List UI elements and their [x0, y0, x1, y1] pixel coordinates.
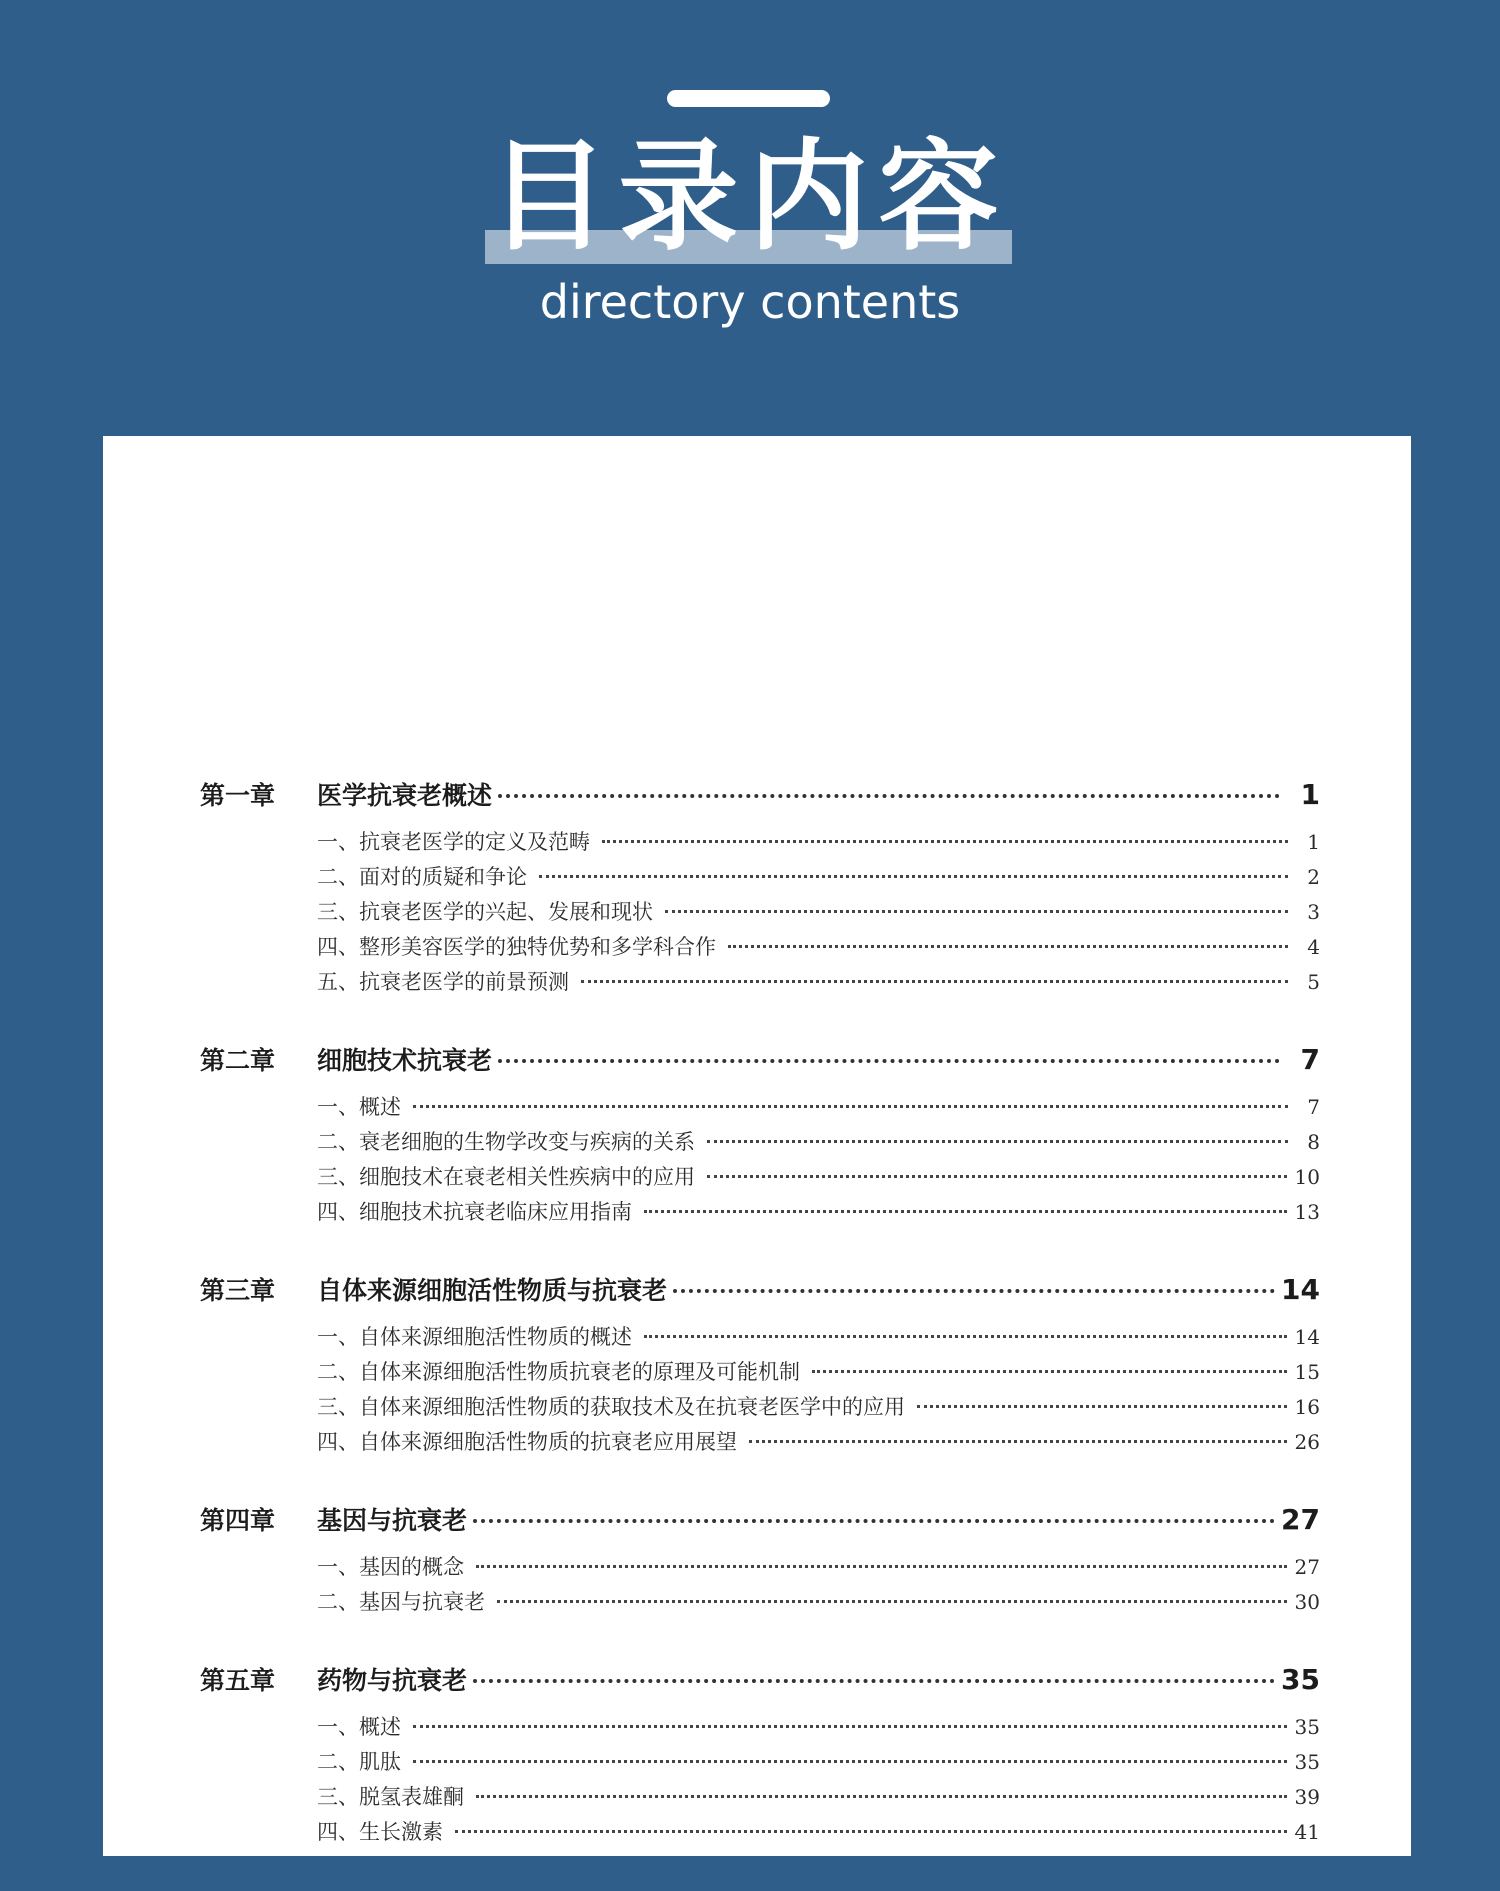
chapter-row[interactable]	[200, 776, 1320, 826]
section-row[interactable]	[317, 861, 1320, 896]
toc-sheet	[103, 436, 1411, 1856]
section-page-number: 16	[1294, 1395, 1320, 1419]
chapter-page-number: 27	[1281, 1503, 1320, 1536]
section-row[interactable]	[317, 931, 1320, 966]
chapter-block	[200, 1041, 1320, 1231]
section-row[interactable]	[317, 966, 1320, 1001]
chapter-title: 细胞技术抗衰老	[317, 1046, 493, 1075]
chapter-label: 第二章	[200, 1046, 276, 1075]
chapter-page-number: 7	[1300, 1043, 1320, 1076]
section-page-number: 1	[1307, 830, 1320, 854]
chapter-block	[200, 1661, 1320, 1851]
dot-leader	[455, 1830, 1287, 1833]
dot-leader	[707, 1175, 1287, 1178]
section-title: 五、抗衰老医学的前景预测	[317, 970, 569, 994]
section-title: 三、脱氢表雄酮	[317, 1785, 464, 1809]
section-title: 一、抗衰老医学的定义及范畴	[317, 830, 590, 854]
section-title: 二、肌肽	[317, 1750, 401, 1774]
dot-leader	[413, 1105, 1288, 1108]
dot-leader	[812, 1370, 1287, 1373]
chapter-page-number: 1	[1300, 778, 1320, 811]
section-page-number: 4	[1307, 935, 1320, 959]
chapter-title: 药物与抗衰老	[317, 1666, 468, 1695]
section-row[interactable]	[317, 1711, 1320, 1746]
section-row[interactable]	[317, 1746, 1320, 1781]
dot-leader	[673, 1289, 1275, 1293]
section-title: 四、细胞技术抗衰老临床应用指南	[317, 1200, 632, 1224]
section-row[interactable]	[317, 1426, 1320, 1461]
dot-leader	[917, 1405, 1287, 1408]
section-row[interactable]	[317, 1126, 1320, 1161]
chapter-page-number: 14	[1281, 1273, 1320, 1306]
section-page-number: 14	[1294, 1325, 1320, 1349]
section-page-number: 10	[1294, 1165, 1320, 1189]
section-title: 二、基因与抗衰老	[317, 1590, 485, 1614]
dot-leader	[644, 1335, 1287, 1338]
dot-leader	[413, 1760, 1287, 1763]
section-page-number: 27	[1294, 1555, 1320, 1579]
chapter-title: 自体来源细胞活性物质与抗衰老	[317, 1276, 668, 1305]
chapter-page-number: 35	[1281, 1663, 1320, 1696]
section-row[interactable]	[317, 826, 1320, 861]
section-row[interactable]	[317, 896, 1320, 931]
section-row[interactable]	[317, 1356, 1320, 1391]
section-row[interactable]	[317, 1816, 1320, 1851]
dot-leader	[665, 910, 1288, 913]
dot-leader	[497, 1600, 1287, 1603]
section-title: 一、概述	[317, 1715, 401, 1739]
section-row[interactable]	[317, 1321, 1320, 1356]
section-row[interactable]	[317, 1551, 1320, 1586]
section-title: 四、生长激素	[317, 1820, 443, 1844]
section-title: 四、自体来源细胞活性物质的抗衰老应用展望	[317, 1430, 737, 1454]
section-row[interactable]	[317, 1586, 1320, 1621]
section-page-number: 2	[1307, 865, 1320, 889]
chapter-row[interactable]	[200, 1271, 1320, 1321]
section-page-number: 35	[1294, 1715, 1320, 1739]
section-title: 三、抗衰老医学的兴起、发展和现状	[317, 900, 653, 924]
chapter-title: 基因与抗衰老	[317, 1506, 468, 1535]
chapter-block	[200, 1271, 1320, 1461]
chapter-row[interactable]	[200, 1041, 1320, 1091]
dot-leader	[473, 1519, 1275, 1523]
chapter-row[interactable]	[200, 1501, 1320, 1551]
dot-leader	[728, 945, 1288, 948]
section-page-number: 3	[1307, 900, 1320, 924]
table-of-contents	[200, 776, 1320, 1891]
section-page-number: 7	[1307, 1095, 1320, 1119]
section-row[interactable]	[317, 1781, 1320, 1816]
dot-leader	[707, 1140, 1288, 1143]
dot-leader	[581, 980, 1288, 983]
section-page-number: 15	[1294, 1360, 1320, 1384]
section-title: 二、自体来源细胞活性物质抗衰老的原理及可能机制	[317, 1360, 800, 1384]
section-page-number: 8	[1307, 1130, 1320, 1154]
chapter-label: 第三章	[200, 1276, 276, 1305]
chapter-row[interactable]	[200, 1661, 1320, 1711]
dot-leader	[644, 1210, 1287, 1213]
chapter-label: 第四章	[200, 1506, 276, 1535]
chapter-block	[200, 1501, 1320, 1621]
section-title: 四、整形美容医学的独特优势和多学科合作	[317, 935, 716, 959]
dot-leader	[749, 1440, 1287, 1443]
chapter-label: 第五章	[200, 1666, 276, 1695]
section-title: 一、概述	[317, 1095, 401, 1119]
section-row[interactable]	[317, 1391, 1320, 1426]
dot-leader	[413, 1725, 1287, 1728]
section-row[interactable]	[317, 1091, 1320, 1126]
section-title: 二、衰老细胞的生物学改变与疾病的关系	[317, 1130, 695, 1154]
section-page-number: 41	[1294, 1820, 1320, 1844]
section-title: 一、基因的概念	[317, 1555, 464, 1579]
dot-leader	[498, 794, 1280, 798]
section-row[interactable]	[317, 1161, 1320, 1196]
section-page-number: 5	[1307, 970, 1320, 994]
chapter-label: 第一章	[200, 781, 276, 810]
decorative-bar	[667, 90, 830, 107]
page-subtitle: directory contents	[539, 275, 961, 329]
section-page-number: 39	[1294, 1785, 1320, 1809]
section-title: 三、自体来源细胞活性物质的获取技术及在抗衰老医学中的应用	[317, 1395, 905, 1419]
page-title: 目录内容	[488, 128, 1009, 267]
section-page-number: 13	[1294, 1200, 1320, 1224]
section-page-number: 26	[1294, 1430, 1320, 1454]
section-title: 二、面对的质疑和争论	[317, 865, 527, 889]
chapter-title: 医学抗衰老概述	[317, 781, 493, 810]
section-page-number: 30	[1294, 1590, 1320, 1614]
section-row[interactable]	[317, 1196, 1320, 1231]
section-page-number: 35	[1294, 1750, 1320, 1774]
header-banner	[0, 0, 1500, 420]
section-title: 一、自体来源细胞活性物质的概述	[317, 1325, 632, 1349]
dot-leader	[476, 1795, 1287, 1798]
dot-leader	[602, 840, 1288, 843]
dot-leader	[539, 875, 1288, 878]
dot-leader	[498, 1059, 1280, 1063]
section-title: 三、细胞技术在衰老相关性疾病中的应用	[317, 1165, 695, 1189]
dot-leader	[473, 1679, 1275, 1683]
dot-leader	[476, 1565, 1287, 1568]
chapter-block	[200, 776, 1320, 1001]
